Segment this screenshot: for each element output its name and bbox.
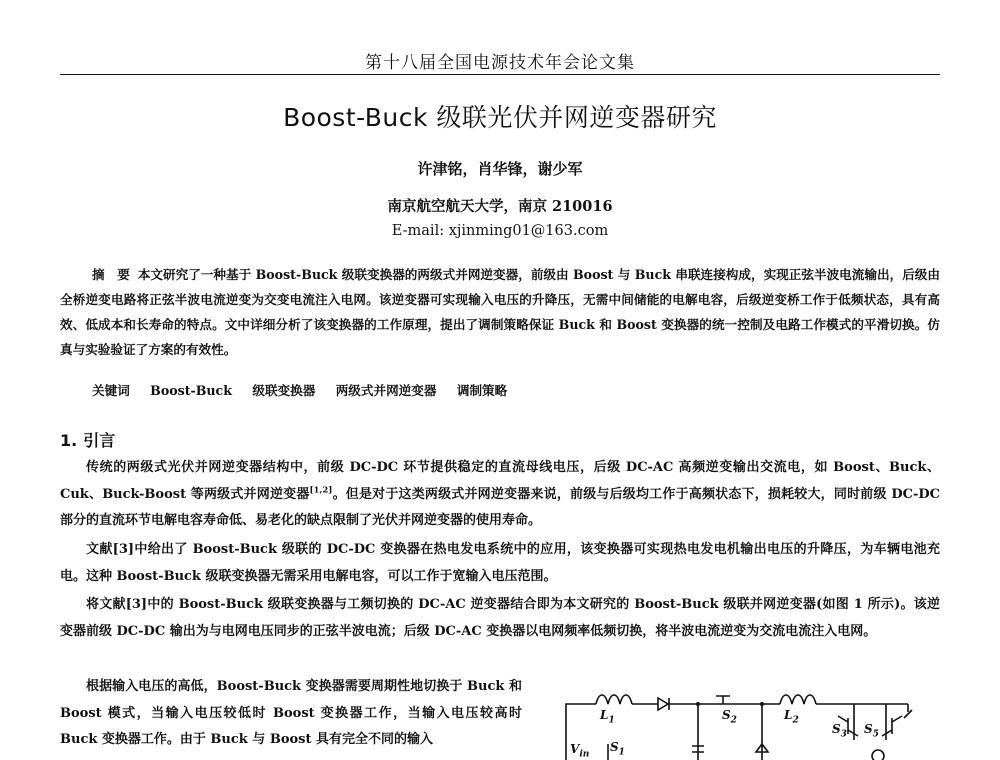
citation-marker[interactable]: [1,2] [309,485,333,496]
keyword-item: 级联变换器 [252,383,316,398]
body-paragraph-1 [60,455,940,535]
body-paragraph-3: 将文献[3]中的 Boost-Buck 级联变换器与工频切换的 DC-AC 逆变器结合即为本文研究的 Boost-Buck 级联并网逆变器(如图 1 所示)。该逆变器前级 DC-DC 输出为与电网电压同步的正弦半波电流；后级 DC-AC 变换器以电网频率低频切换，将半波电流逆变为交流电流注入电网。 [60,597,940,639]
abstract-text: 本文研究了一种基于 Boost-Buck 级联变换器的两级式并网逆变器，前级由 Boost 与 Buck 串联连接构成，实现正弦半波电流输出，后级由全桥逆变电路将正弦半波电流逆变为交变电流注入电网。该逆变器可实现输入电压的升降压，无需中间储能的电解电容，后级逆变桥工作于低频状态，具有高效、低成本和长寿命的特点。文中详细分析了该变换器的工作原理，提出了调制策略保证 Buck 和 Boost 变换器的统一控制及电路工作模式的平滑切换。仿真与实验验证了方案的有效性。 [60,267,940,357]
inductor-l1-symbol [596,695,632,704]
body-paragraph-2: 文献[3]中给出了 Boost-Buck 级联的 DC-DC 变换器在热电发电系统中的应用，该变换器可实现热电发电机输出电压的升降压，为车辆电池充电。这种 Boost-Buck 级联变换器无需采用电解电容，可以工作于宽输入电压范围。 [60,542,940,584]
label-s1: $S_1$ [610,740,625,758]
paper-affiliation: 南京航空航天大学，南京 210016 [387,198,613,215]
section-heading [60,428,115,451]
label-l2: $L_2$ [784,708,799,726]
label-s3: $S_3$ [832,722,847,740]
switch-s2-symbol [716,696,730,704]
grid-source-symbol [872,750,884,760]
body-paragraph-4: 根据输入电压的高低，Boost-Buck 变换器需要周期性地切换于 Buck 和 Boost 模式，当输入电压较低时 Boost 变换器工作，当输入电压较高时 Buck 变换器工作。由于 Buck 与 Boost 具有完全不同的输入 [60,679,522,747]
section-number: 1. [60,431,78,450]
diode-symbol [904,704,912,718]
circuit-figure [548,682,940,760]
label-l1: $L_1$ [600,708,615,726]
paper-authors: 许津铭，肖华锋，谢少军 [417,160,583,178]
keywords-label: 关键词 [92,383,130,398]
paragraph-text: 传统的两级式光伏并网逆变器结构中，前级 DC-DC 环节提供稳定的直流母线电压，后级 DC-AC 高频逆变输出交流电，如 Boost、Buck、Cuk、Buck-Boost 等两级式并网逆变器 [60,460,940,502]
keyword-item: 调制策略 [456,383,508,398]
header-rule [60,74,940,75]
paragraph-text: 。但是对于这类两级式并网逆变器来说，前级与后级均工作于高频状态下，损耗较大，同时前级 DC-DC 部分的直流环节电解电容寿命低、易老化的缺点限制了光伏并网逆变器的使用寿命。 [60,486,940,528]
diode-symbol [658,698,669,710]
abstract [60,262,940,362]
paper-title: Boost-Buck 级联光伏并网逆变器研究 [283,103,717,132]
paper-email: E-mail: xjinming01@163.com [391,223,609,239]
label-s5: $S_5$ [864,722,879,740]
junction-dot [696,702,700,706]
running-header: 第十八届全国电源技术年会论文集 [365,53,635,73]
keywords [92,380,940,399]
label-vin: $V_{in}$ [570,742,590,760]
abstract-label: 摘 要 [92,267,130,282]
keyword-item: 两级式并网逆变器 [335,383,437,398]
junction-dot [760,702,764,706]
inductor-l2-symbol [780,695,816,704]
switch-s5-symbol [882,704,902,740]
label-s2: $S_2$ [722,708,737,726]
section-title: 引言 [83,431,116,450]
keyword-item: Boost-Buck [150,383,232,398]
